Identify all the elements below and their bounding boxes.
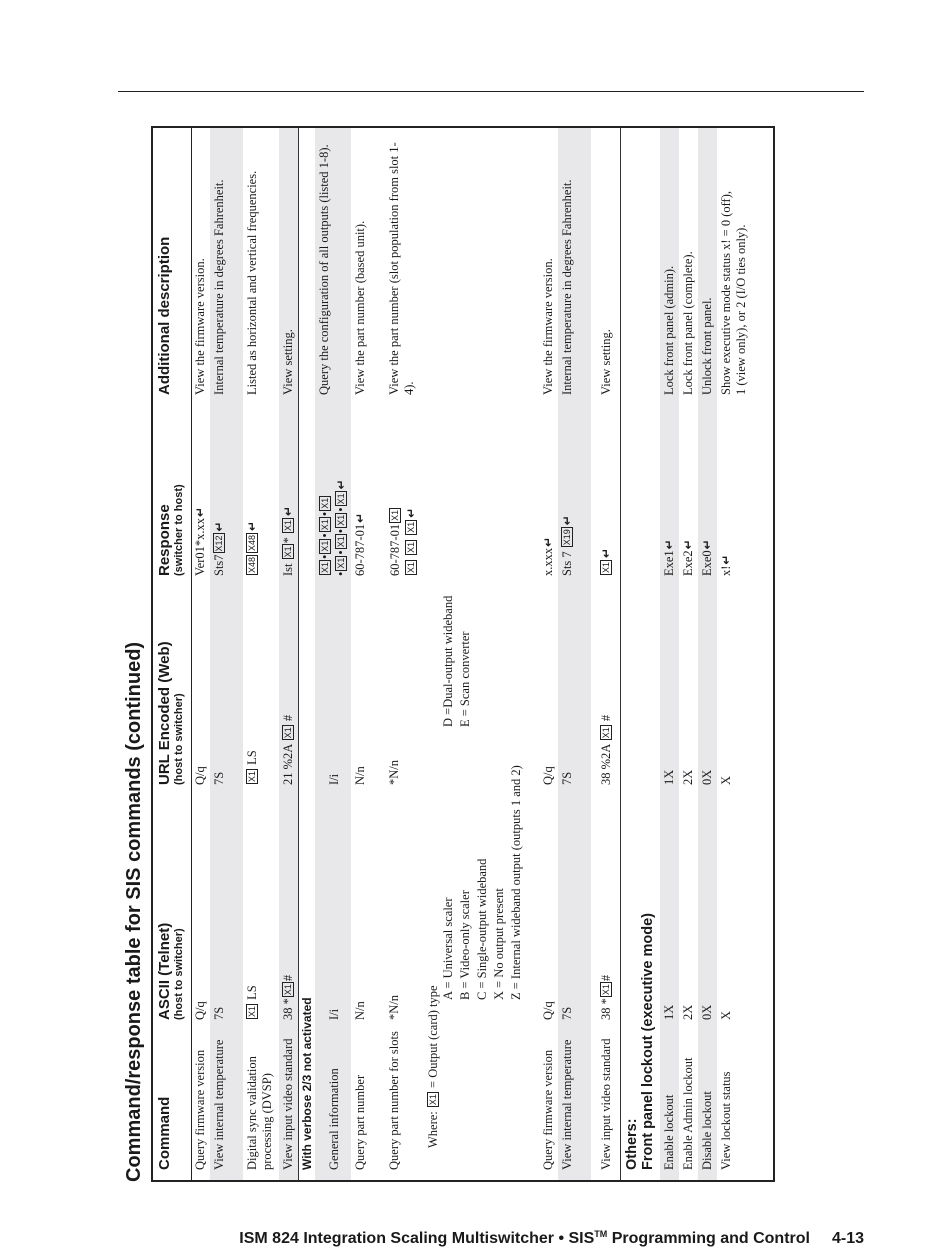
table-row: Query part number for slots *N/n *N/n 60-787-01X1 X1 X1 X1↵ View the part number (slot population from slot 1-4). Where: X1 = Output (card) type A = Universal scaler B = Video-only scaler C = Single-output wideband X = No output present Z = Internal wideband output (outputs 1 and 2) D =Dual-output wideband E = Scan converter	[387, 142, 523, 1170]
section-verbose: With verbose 2/3 not activated	[298, 128, 316, 1180]
return-icon: ↵	[599, 547, 613, 558]
header-rule	[118, 91, 864, 92]
return-icon: ↵	[560, 515, 574, 526]
return-icon: ↵	[404, 507, 418, 518]
section-others: Others: Front panel lockout (executive mode)	[620, 128, 661, 1180]
table-row: View lockout status X X x!↵ Show executive mode status x! = 0 (off), 1 (view only), or 2 (I/O ties only).	[719, 191, 748, 1170]
page-number: 4-13	[831, 1230, 864, 1247]
col-url-header: URL Encoded (Web) (host to switcher)	[156, 641, 185, 785]
table-row: Query firmware version Q/q Q/q x.xxx↵ View the firmware version.	[541, 258, 555, 1170]
col-command-header: Command	[156, 1096, 173, 1170]
return-icon: ↵	[662, 539, 676, 550]
sis-command-table	[151, 126, 775, 1182]
table-row: Enable lockout 1X 1X Exe1↵ Lock front panel (admin).	[660, 128, 679, 1180]
return-icon: ↵	[281, 505, 295, 516]
table-row: General information I/i I/i X1•X1•X1•X1 •X1•X1•X1•X1↵ Query the configuration of all outputs (listed 1-8).	[315, 128, 351, 1180]
return-icon: ↵	[681, 539, 695, 550]
table-row: Digital sync validation processing (DVSP) X1 LS X1 LS X48X48↵ Listed as horizontal and vertical frequencies.	[245, 170, 274, 1170]
page-footer: ISM 824 Integration Scaling Multiswitcher • SIS™ Programming and Control 4-13	[239, 1229, 864, 1247]
rotated-table-page	[118, 122, 780, 1182]
table-row: View input video standard 38 *X1# 38 %2A X1 # X1↵ View setting.	[599, 329, 613, 1170]
note-where: Where: X1 = Output (card) type	[426, 985, 440, 1148]
return-icon: ↵	[245, 520, 259, 531]
return-icon: ↵	[334, 479, 348, 490]
table-header	[153, 128, 192, 1180]
return-icon: ↵	[719, 554, 733, 565]
page-title: Command/response table for SIS commands (continued)	[123, 641, 145, 1182]
table-row: Disable lockout 0X 0X Exe0↵ Unlock front panel.	[698, 128, 717, 1180]
table-row: View internal temperature 7S 7S Sts7X12↵ Internal temperature in degrees Fahrenheit.	[210, 128, 243, 1180]
return-icon: ↵	[353, 512, 367, 523]
table-row: Query firmware version Q/q Q/q Ver01*x.xx↵ View the firmware version.	[193, 258, 207, 1170]
return-icon: ↵	[193, 506, 207, 518]
table-row: Query part number N/n N/n 60-787-01↵ View the part number (based unit).	[353, 220, 367, 1170]
return-icon: ↵	[541, 536, 555, 547]
return-icon: ↵	[700, 539, 714, 550]
note-types-right: D =Dual-output wideband E = Scan converter	[441, 595, 472, 727]
col-description-header: Additional description	[156, 236, 173, 395]
col-ascii-header: ASCII (Telnet) (host to switcher)	[156, 922, 185, 1020]
table-row: View input video standard 38 *X1# 21 %2A X1 # Ist X1* X1↵ View setting.	[279, 128, 298, 1180]
table-row: View internal temperature 7S 7S Sts 7 X19↵ Internal temperature in degrees Fahrenheit.	[558, 128, 591, 1180]
return-icon: ↵	[212, 521, 226, 532]
note-types-left: A = Universal scaler B = Video-only scaler C = Single-output wideband X = No output present Z = Internal wideband output (outputs 1 and 2)	[441, 765, 523, 1000]
table-row: Enable Admin lockout 2X 2X Exe2↵ Lock front panel (complete).	[681, 251, 695, 1170]
col-response-header: Response (switcher to host)	[156, 484, 185, 576]
